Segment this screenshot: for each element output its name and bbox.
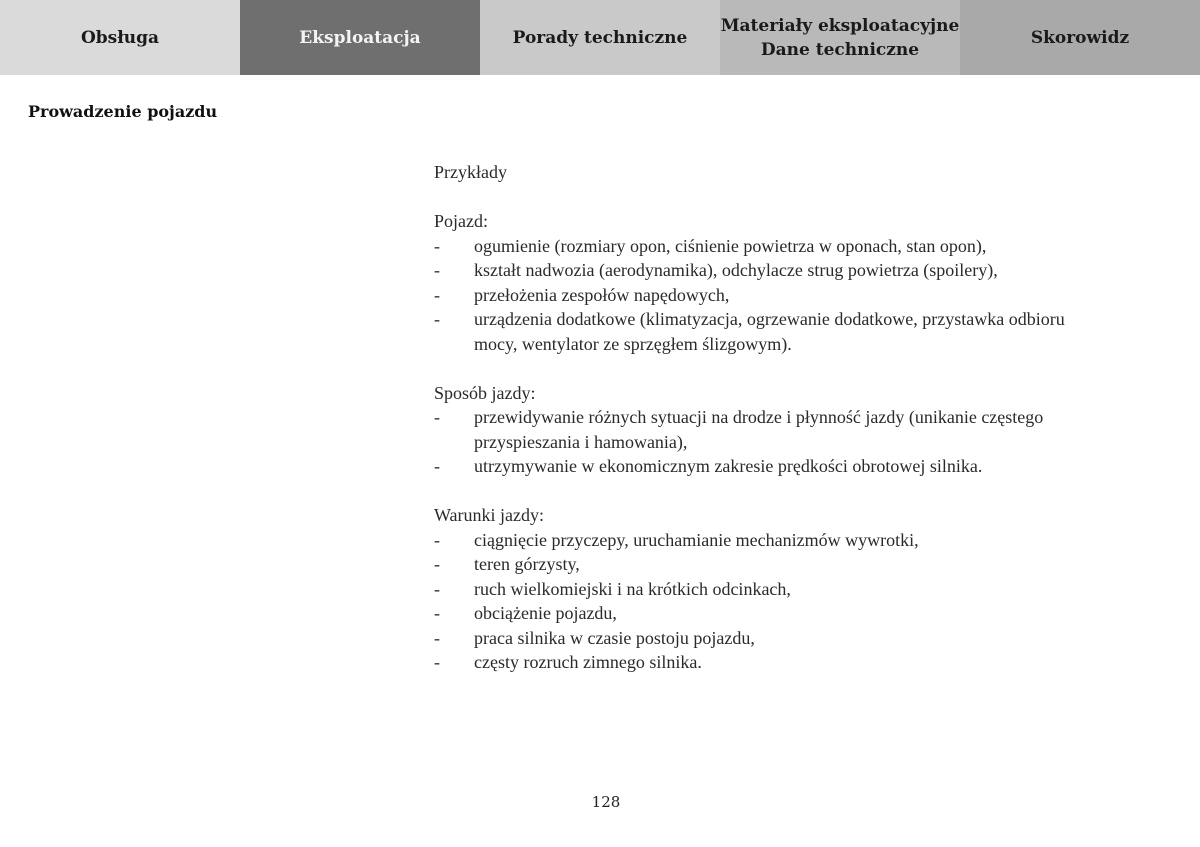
tab-eksploatacja-label: Eksploatacja: [299, 27, 421, 48]
list-dash: -: [434, 260, 440, 280]
list-dash: -: [434, 554, 440, 574]
tab-eksploatacja[interactable]: [240, 0, 480, 75]
bullet-list: [434, 405, 1094, 479]
list-dash: -: [434, 529, 440, 550]
list-dash: -: [434, 309, 440, 329]
group-heading: Sposób jazdy:: [434, 382, 536, 403]
list-item: [434, 650, 1094, 675]
group-heading: Pojazd:: [434, 211, 488, 231]
tab-materialy-label: Materiały eksploatacyjne: [720, 15, 960, 36]
group-pojazd: [434, 209, 1094, 356]
tab-porady-techniczne-label: Porady techniczne: [512, 27, 688, 48]
list-item-text: kształt nadwozia (aerodynamika), odchylacze strug powietrza (spoilery),: [474, 260, 998, 280]
section-title: Prowadzenie pojazdu: [28, 102, 218, 121]
list-dash: -: [434, 235, 440, 256]
list-item: [434, 552, 1094, 577]
page-number: 128: [591, 793, 621, 811]
intro-text: Przykłady: [434, 162, 507, 182]
list-item-text: utrzymywanie w ekonomicznym zakresie prędkości obrotowej silnika.: [474, 456, 983, 476]
list-item: [434, 528, 1094, 553]
group-heading: Warunki jazdy:: [434, 505, 545, 525]
list-item-text: urządzenia dodatkowe (klimatyzacja, ogrzewanie dodatkowe, przystawka odbioru mocy, wentylator ze sprzęgłem ślizgowym).: [474, 309, 1065, 354]
list-dash: -: [434, 627, 440, 648]
tab-dane-techniczne-label: Dane techniczne: [760, 39, 920, 60]
group-warunki-jazdy: [434, 503, 1094, 675]
tab-skorowidz-label: Skorowidz: [1030, 27, 1130, 48]
list-item-text: ruch wielkomiejski i na krótkich odcinkach,: [474, 578, 791, 599]
list-item-text: przewidywanie różnych sytuacji na drodze i płynność jazdy (unikanie częstego przyspieszania i hamowania),: [474, 407, 1044, 452]
list-item-text: ciągnięcie przyczepy, uruchamianie mechanizmów wywrotki,: [474, 529, 919, 550]
bullet-list: [434, 234, 1094, 357]
top-navigation: [0, 0, 1200, 75]
list-item-text: ogumienie (rozmiary opon, ciśnienie powietrza w oponach, stan opon),: [474, 235, 987, 256]
main-content: [434, 160, 1094, 675]
list-item: [434, 307, 1094, 356]
list-dash: -: [434, 407, 440, 427]
tab-obsluga-label: Obsługa: [80, 27, 160, 48]
list-item: [434, 234, 1094, 259]
list-item: [434, 601, 1094, 626]
tab-materialy-dane[interactable]: [720, 0, 960, 75]
list-dash: -: [434, 652, 440, 672]
list-item: [434, 283, 1094, 308]
list-item-text: praca silnika w czasie postoju pojazdu,: [474, 627, 755, 648]
list-item-text: obciążenie pojazdu,: [474, 603, 617, 623]
bullet-list: [434, 528, 1094, 675]
list-dash: -: [434, 578, 440, 599]
list-item-text: teren górzysty,: [474, 554, 580, 574]
tab-obsluga[interactable]: [0, 0, 240, 75]
list-item-text: częsty rozruch zimnego silnika.: [474, 652, 702, 672]
list-item: [434, 454, 1094, 479]
list-dash: -: [434, 603, 440, 623]
tab-skorowidz[interactable]: [960, 0, 1200, 75]
list-dash: -: [434, 284, 440, 305]
list-item: [434, 577, 1094, 602]
list-item: [434, 626, 1094, 651]
group-sposob-jazdy: [434, 381, 1094, 479]
list-item-text: przełożenia zespołów napędowych,: [474, 284, 730, 305]
list-item: [434, 258, 1094, 283]
list-dash: -: [434, 456, 440, 476]
tab-porady-techniczne[interactable]: [480, 0, 720, 75]
list-item: [434, 405, 1094, 454]
